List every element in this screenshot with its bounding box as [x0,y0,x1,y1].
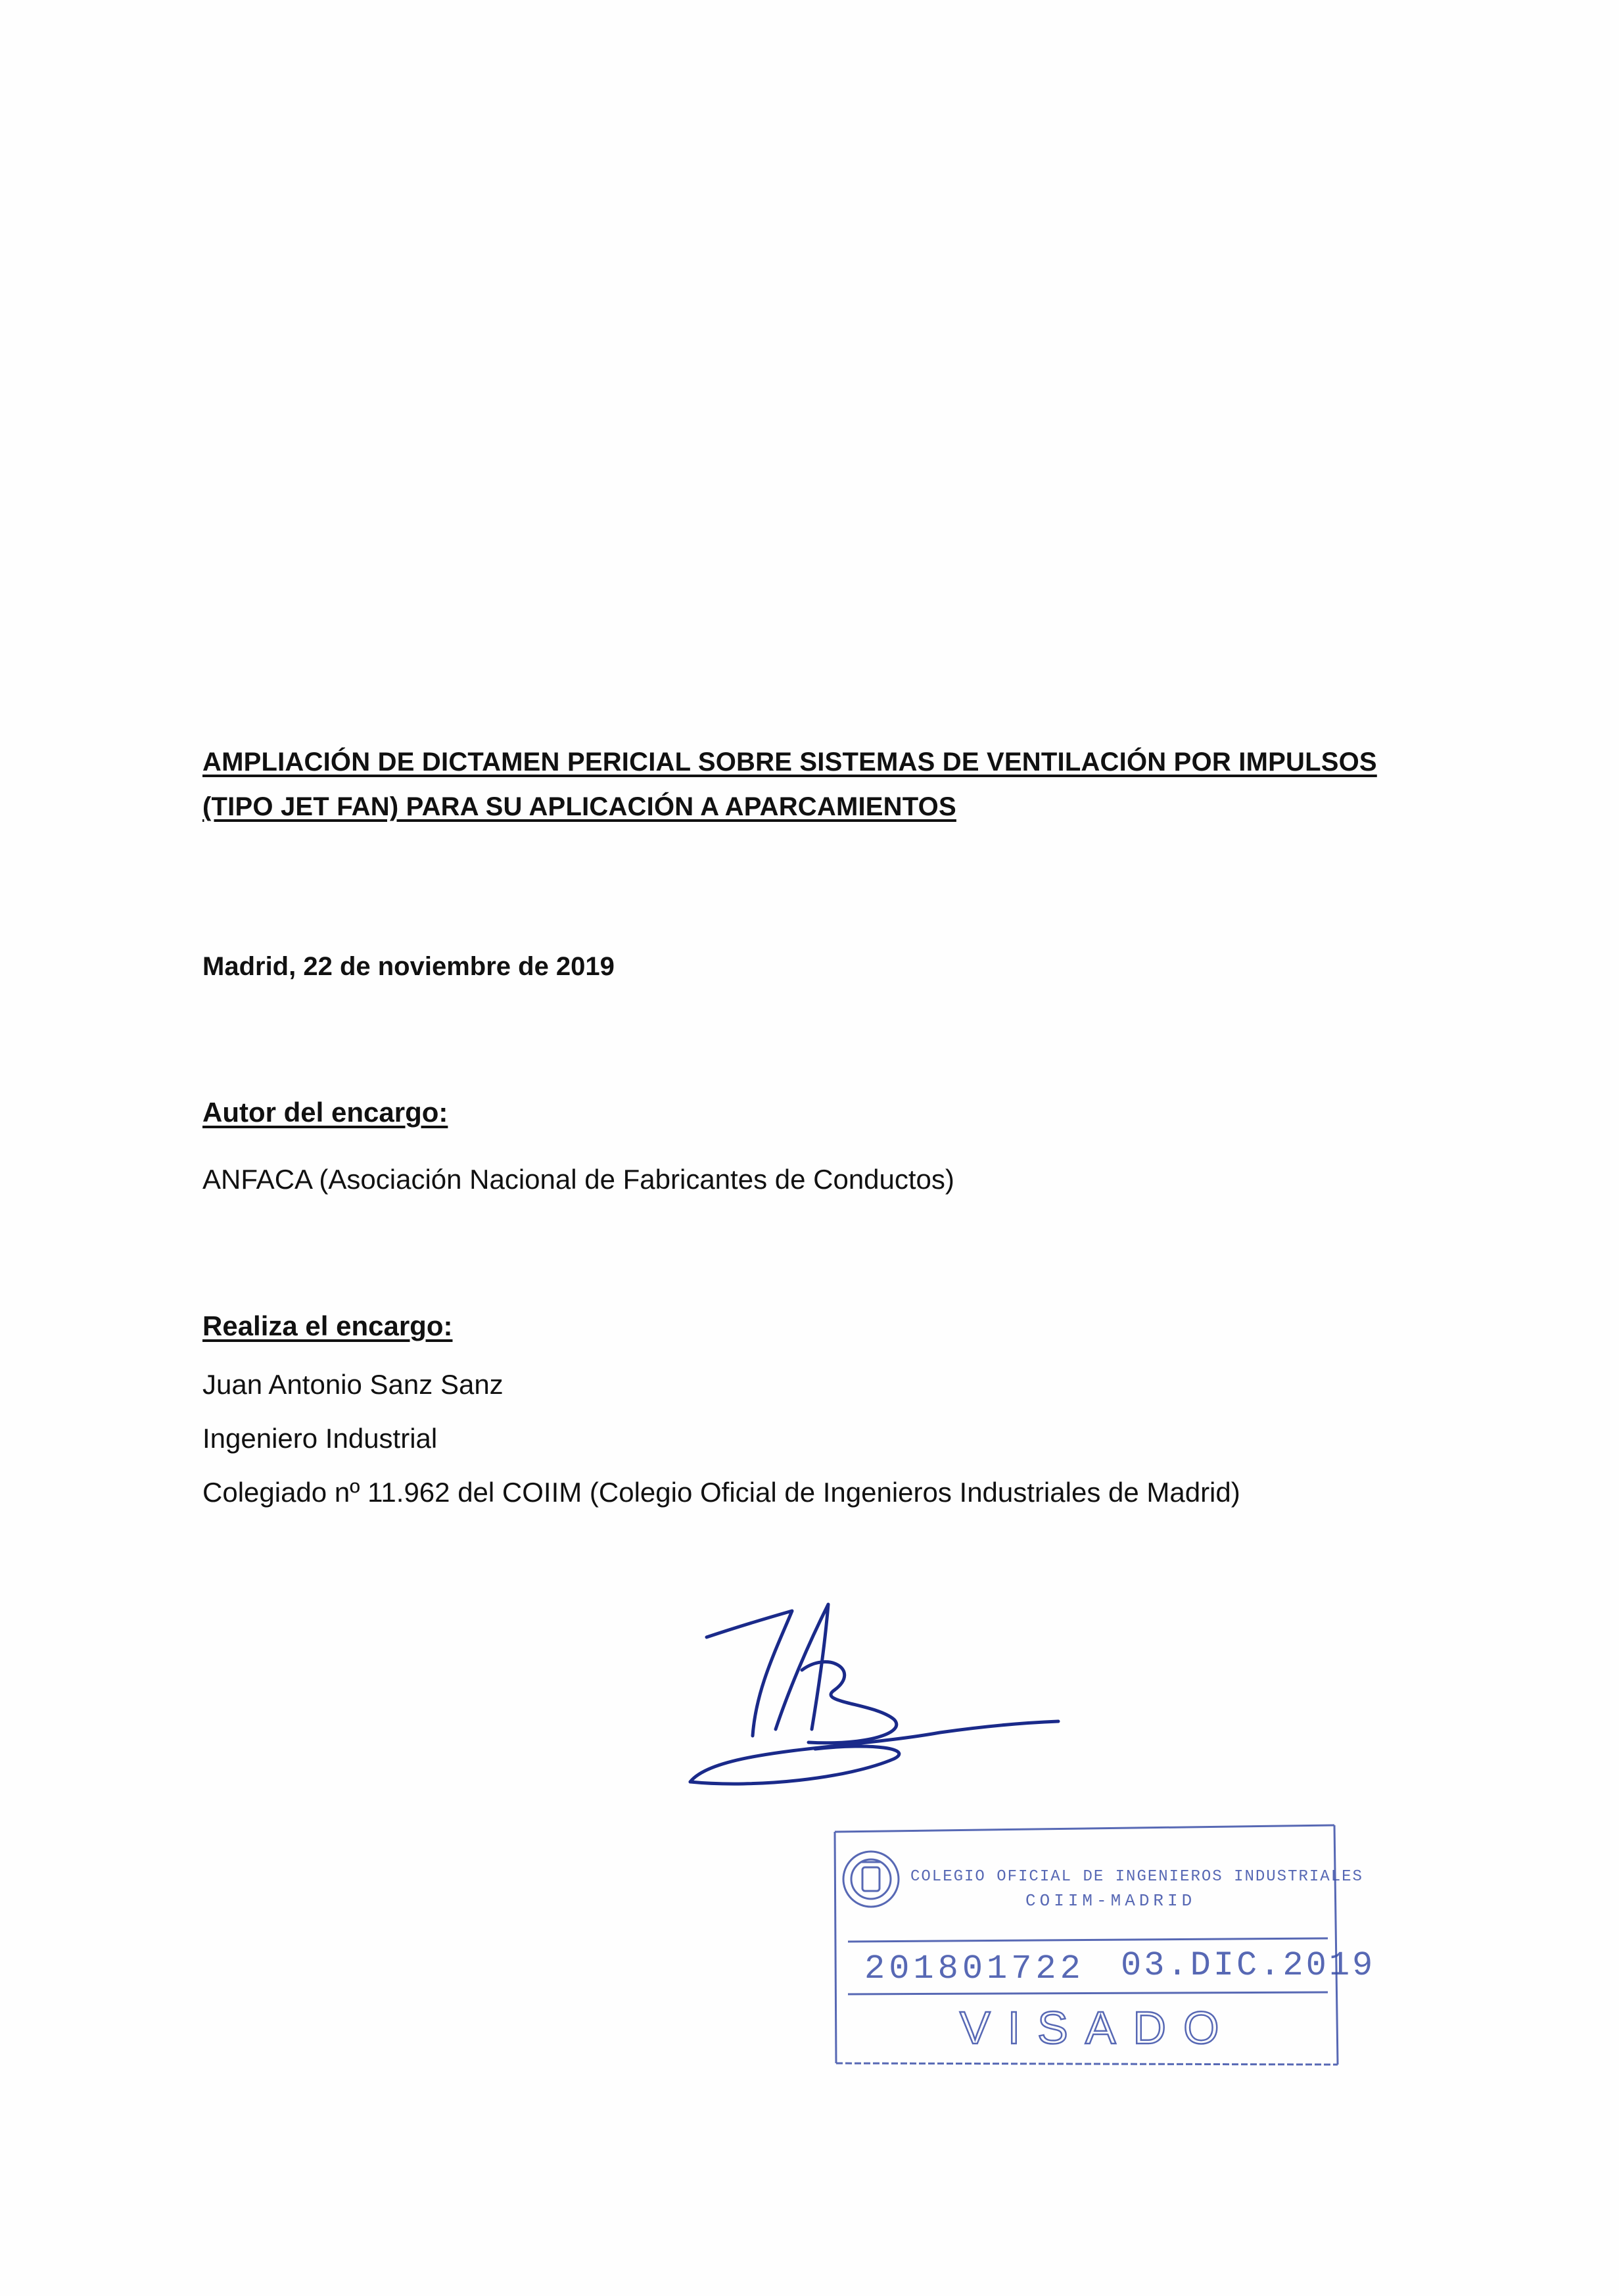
stamp-label: VISADO [960,2002,1236,2053]
stamp-date: 03.DIC.2019 [1121,1946,1376,1985]
stamp-number: 201801722 [864,1949,1085,1988]
executor-title: Ingeniero Industrial [202,1423,438,1454]
author-value: ANFACA (Asociación Nacional de Fabricantes de Conductos) [202,1164,954,1195]
visado-stamp [828,1820,1376,2070]
title-line-1: AMPLIACIÓN DE DICTAMEN PERICIAL SOBRE SISTEMAS DE VENTILACIÓN POR IMPULSOS [202,748,1377,777]
executor-name: Juan Antonio Sanz Sanz [202,1369,504,1400]
author-heading: Autor del encargo: [202,1097,448,1128]
document-title [202,740,1451,829]
signature [677,1591,1071,1802]
stamp-org-short: COIIM-MADRID [1025,1891,1196,1911]
date-line: Madrid, 22 de noviembre de 2019 [202,952,615,981]
executor-registration: Colegiado nº 11.962 del COIIM (Colegio Oficial de Ingenieros Industriales de Madrid) [202,1477,1240,1508]
stamp-org-line: COLEGIO OFICIAL DE INGENIEROS INDUSTRIALES [910,1868,1363,1886]
title-line-2: (TIPO JET FAN) PARA SU APLICACIÓN A APARCAMIENTOS [202,792,956,821]
executor-heading: Realiza el encargo: [202,1310,453,1341]
